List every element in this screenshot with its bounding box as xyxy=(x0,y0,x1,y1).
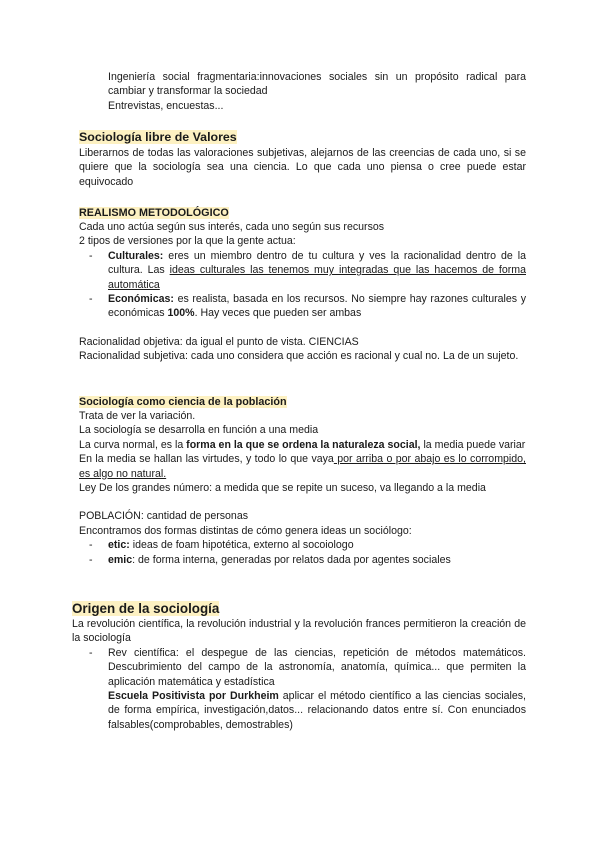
section-poblacion xyxy=(79,395,526,567)
item-label-emic: emic xyxy=(108,553,133,566)
top-line-2: Entrevistas, encuestas... xyxy=(108,99,224,112)
underlined-corrompido: por arriba o por abajo es lo corrompido, es algo no natural. xyxy=(79,453,526,480)
poblacion-line-4: En la media se hallan las virtudes, y todo lo que vaya por arriba o por abajo es lo corrompido, es algo no natural. xyxy=(79,453,526,480)
item-label-economicas: Económicas: xyxy=(108,293,174,306)
realismo-list xyxy=(89,249,526,321)
list-item: - Culturales: eres un miembro dentro de tu cultura y ves la racionalidad dentro de la cultura. Las ideas culturales las tenemos muy integradas que las hacemos de forma automática xyxy=(89,249,526,291)
racionalidad-subjetiva: Racionalidad subjetiva: cada uno considera que acción es racional y cual no. La de un sujeto. xyxy=(79,350,519,363)
poblacion-line-3: La curva normal, es la forma en la que se ordena la naturaleza social, la media puede variar xyxy=(79,438,526,451)
top-block xyxy=(108,70,526,113)
section-title-libre-valores: Sociología libre de Valores xyxy=(79,130,237,144)
poblacion-formas: Encontramos dos formas distintas de cómo genera ideas un sociólogo: xyxy=(79,524,412,537)
escuela-positivista: Escuela Positivista por Durkheim aplicar el método científico a las ciencias sociales, de forma empírica, investigación,datos... relacionando datos entre sí. Con enunciados falsables(comprobables, demostrables) xyxy=(108,690,526,731)
list-item: - Económicas: es realista, basada en los recursos. No siempre hay razones culturales y económicas 100%. Hay veces que pueden ser ambas xyxy=(89,293,526,320)
top-line-1: Ingeniería social fragmentaria:innovaciones sociales sin un propósito radical para cambiar y transformar la sociedad xyxy=(108,71,526,98)
section-origen xyxy=(72,600,526,732)
list-item: - etic: ideas de foam hipotética, externo al socoiologo xyxy=(89,539,354,552)
list-item: - Rev científica: el despegue de las ciencias, repetición de métodos matemáticos. Descubrimiento del campo de la astronomía, anatomía, química... que permiten la aplicación matemática y estadística xyxy=(89,646,526,688)
origen-list xyxy=(89,646,526,689)
realismo-line-1: Cada uno actúa según sus interés, cada uno según sus recursos xyxy=(79,221,385,233)
section-title-realismo: REALISMO METODOLÓGICO xyxy=(79,207,229,219)
poblacion-line-1: Trata de ver la variación. xyxy=(79,410,196,422)
poblacion-definicion: POBLACIÓN: cantidad de personas xyxy=(79,510,249,523)
origen-body: La revolución científica, la revolución industrial y la revolución frances permitieron la creación de la sociología xyxy=(72,618,526,645)
section-title-poblacion: Sociología como ciencia de la población xyxy=(79,396,287,408)
realismo-line-2: 2 tipos de versiones por la que la gente actua: xyxy=(79,235,296,248)
racionalidad-objetiva: Racionalidad objetiva: da igual el punto de vista. CIENCIAS xyxy=(79,335,359,348)
section-title-origen: Origen de la sociología xyxy=(72,601,220,616)
libre-valores-body: Liberarnos de todas las valoraciones subjetivas, alejarnos de las creencias de cada uno, si se quiere que la sociología sea una ciencia. Lo que cada uno piensa o cree puede estar equivocado xyxy=(79,147,526,188)
etic-emic-list xyxy=(89,538,526,567)
list-item: - emic: de forma interna, generadas por relatos dada por agentes sociales xyxy=(89,553,451,566)
underlined-ideas-culturales: ideas culturales las tenemos muy integradas que las hacemos de forma automática xyxy=(108,264,526,291)
section-libre-valores xyxy=(79,129,526,189)
item-label-etic: etic: xyxy=(108,539,130,552)
poblacion-line-5: Ley De los grandes número: a medida que se repite un suceso, va llegando a la media xyxy=(79,482,486,495)
section-realismo xyxy=(79,206,526,364)
item-label-culturales: Culturales: xyxy=(108,249,164,262)
rev-cientifica-text: Rev científica: el despegue de las ciencias, repetición de métodos matemáticos. Descubrimiento del campo de la astronomía, anatomía, química... que permiten la aplicación matemática y estadística xyxy=(108,646,526,688)
poblacion-line-2: La sociología se desarrolla en función a una media xyxy=(79,424,319,437)
